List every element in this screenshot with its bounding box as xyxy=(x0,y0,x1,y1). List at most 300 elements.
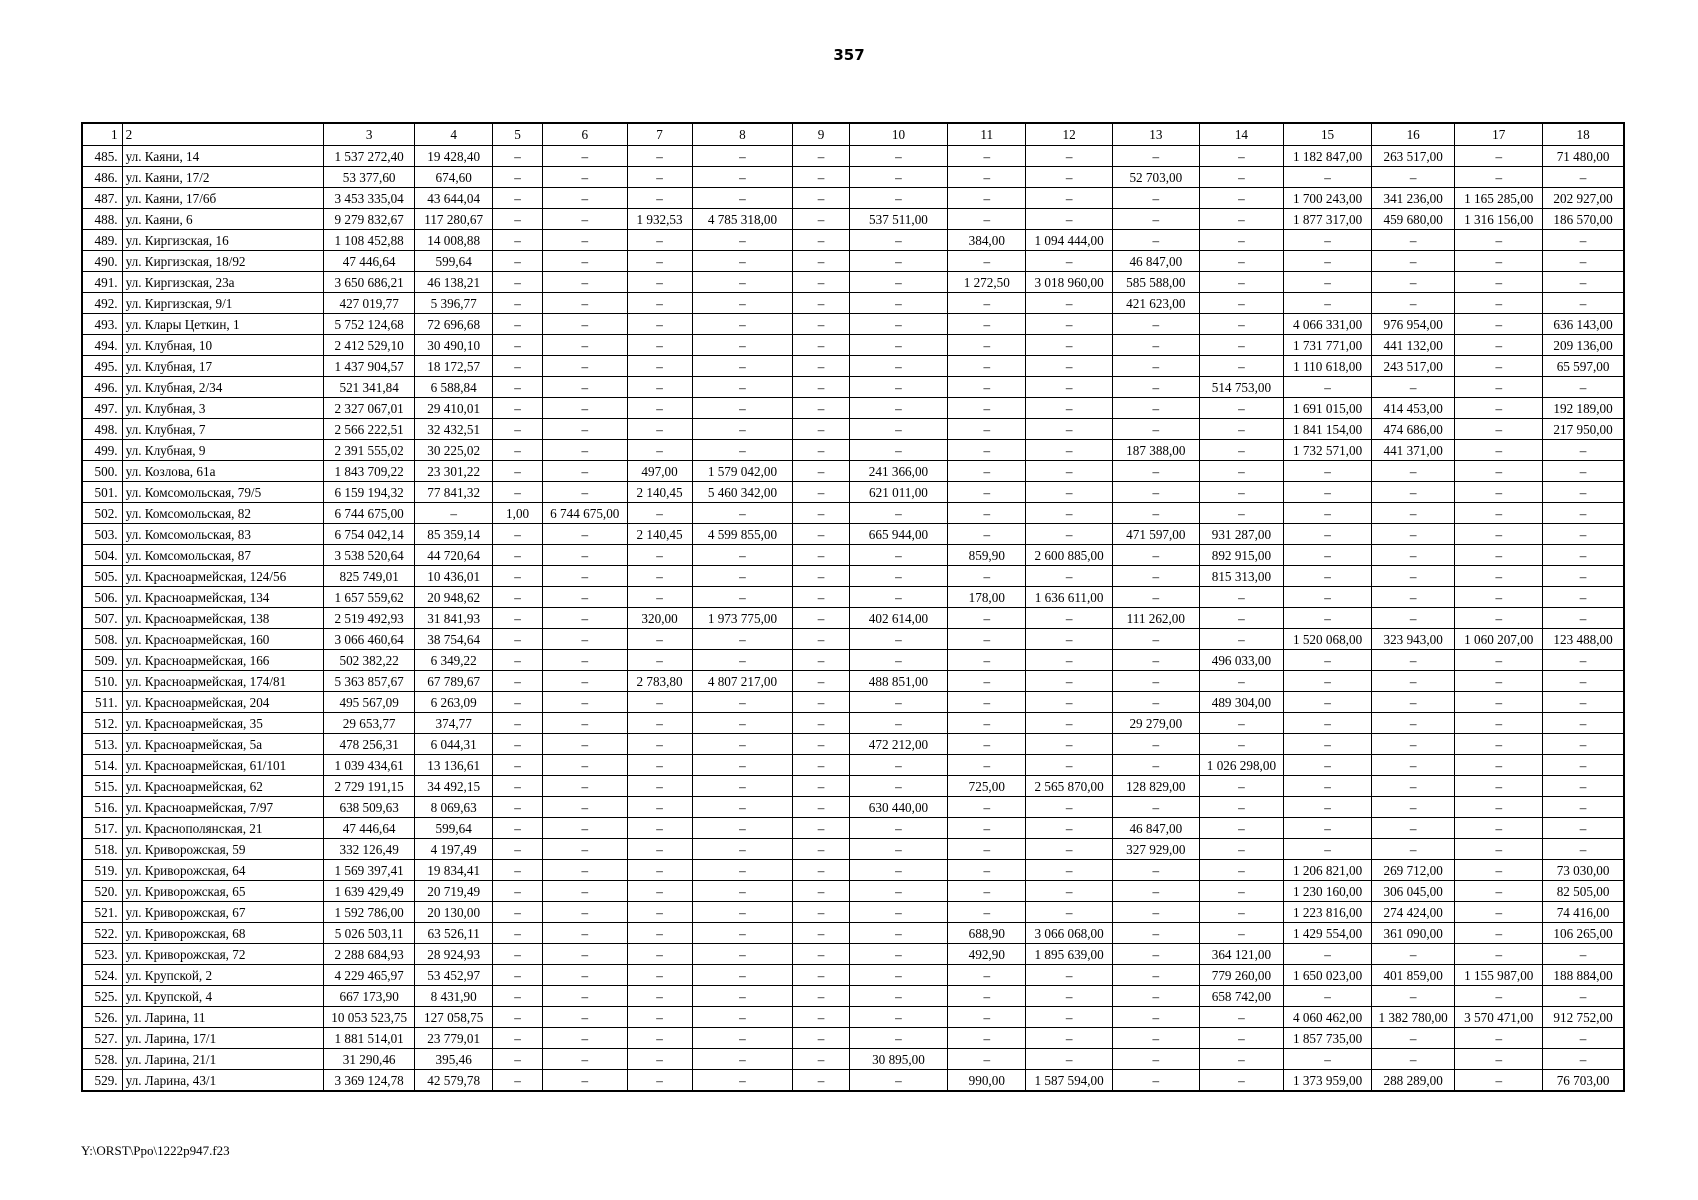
cell-col-4: 10 436,01 xyxy=(415,566,493,587)
cell-col-10: – xyxy=(849,398,948,419)
cell-col-6: – xyxy=(543,566,628,587)
cell-col-12: – xyxy=(1026,482,1113,503)
cell-col-15: 1 857 735,00 xyxy=(1284,1028,1372,1049)
cell-col-16: 243 517,00 xyxy=(1371,356,1454,377)
cell-col-5: – xyxy=(493,335,543,356)
cell-col-14: – xyxy=(1199,923,1284,944)
cell-col-7: – xyxy=(627,1070,692,1092)
cell-col-17: – xyxy=(1455,398,1543,419)
cell-col-16: 441 132,00 xyxy=(1371,335,1454,356)
cell-col-6: – xyxy=(543,776,628,797)
cell-col-11: – xyxy=(948,335,1026,356)
cell-col-3: 2 519 492,93 xyxy=(324,608,415,629)
cell-col-7: – xyxy=(627,965,692,986)
cell-col-6: – xyxy=(543,860,628,881)
cell-col-16: – xyxy=(1371,755,1454,776)
cell-col-7: – xyxy=(627,566,692,587)
header-cell-11: 11 xyxy=(948,123,1026,146)
cell-col-7: – xyxy=(627,146,692,167)
cell-col-12: – xyxy=(1026,188,1113,209)
cell-col-11: – xyxy=(948,608,1026,629)
cell-col-17: – xyxy=(1455,419,1543,440)
cell-col-16: 459 680,00 xyxy=(1371,209,1454,230)
cell-col-9: – xyxy=(793,755,849,776)
cell-col-2: ул. Красноармейская, 160 xyxy=(122,629,324,650)
cell-col-12: – xyxy=(1026,314,1113,335)
cell-col-15: – xyxy=(1284,608,1372,629)
cell-col-17: 1 165 285,00 xyxy=(1455,188,1543,209)
cell-col-1: 520. xyxy=(82,881,122,902)
cell-col-17: – xyxy=(1455,734,1543,755)
cell-col-12: – xyxy=(1026,1007,1113,1028)
cell-col-16: – xyxy=(1371,650,1454,671)
cell-col-14: – xyxy=(1199,713,1284,734)
cell-col-18: – xyxy=(1543,755,1624,776)
cell-col-17: – xyxy=(1455,923,1543,944)
cell-col-9: – xyxy=(793,545,849,566)
cell-col-14: – xyxy=(1199,335,1284,356)
cell-col-1: 503. xyxy=(82,524,122,545)
cell-col-2: ул. Крупской, 4 xyxy=(122,986,324,1007)
cell-col-13: – xyxy=(1112,419,1199,440)
cell-col-7: – xyxy=(627,314,692,335)
cell-col-11: 688,90 xyxy=(948,923,1026,944)
cell-col-13: – xyxy=(1112,797,1199,818)
cell-col-10: – xyxy=(849,377,948,398)
cell-col-16: 361 090,00 xyxy=(1371,923,1454,944)
cell-col-6: – xyxy=(543,755,628,776)
cell-col-4: 8 069,63 xyxy=(415,797,493,818)
cell-col-16: – xyxy=(1371,797,1454,818)
cell-col-17: – xyxy=(1455,503,1543,524)
cell-col-5: – xyxy=(493,482,543,503)
cell-col-18: – xyxy=(1543,671,1624,692)
cell-col-8: 1 973 775,00 xyxy=(692,608,793,629)
cell-col-1: 500. xyxy=(82,461,122,482)
cell-col-13: – xyxy=(1112,1028,1199,1049)
cell-col-3: 4 229 465,97 xyxy=(324,965,415,986)
cell-col-2: ул. Красноармейская, 174/81 xyxy=(122,671,324,692)
cell-col-17: – xyxy=(1455,986,1543,1007)
cell-col-13: – xyxy=(1112,230,1199,251)
table-row xyxy=(82,335,1624,356)
cell-col-5: – xyxy=(493,1049,543,1070)
cell-col-18: – xyxy=(1543,839,1624,860)
cell-col-6: – xyxy=(543,881,628,902)
cell-col-18: – xyxy=(1543,440,1624,461)
cell-col-13: – xyxy=(1112,692,1199,713)
cell-col-6: – xyxy=(543,293,628,314)
cell-col-13: – xyxy=(1112,944,1199,965)
cell-col-1: 514. xyxy=(82,755,122,776)
table-row xyxy=(82,797,1624,818)
cell-col-15: – xyxy=(1284,293,1372,314)
cell-col-1: 495. xyxy=(82,356,122,377)
cell-col-1: 485. xyxy=(82,146,122,167)
cell-col-13: 46 847,00 xyxy=(1112,251,1199,272)
cell-col-11: 178,00 xyxy=(948,587,1026,608)
cell-col-17: – xyxy=(1455,692,1543,713)
cell-col-4: 53 452,97 xyxy=(415,965,493,986)
table-row xyxy=(82,986,1624,1007)
cell-col-3: 5 363 857,67 xyxy=(324,671,415,692)
cell-col-5: – xyxy=(493,545,543,566)
cell-col-17: – xyxy=(1455,314,1543,335)
cell-col-2: ул. Криворожская, 59 xyxy=(122,839,324,860)
cell-col-13: 421 623,00 xyxy=(1112,293,1199,314)
cell-col-4: 8 431,90 xyxy=(415,986,493,1007)
cell-col-3: 5 752 124,68 xyxy=(324,314,415,335)
cell-col-10: – xyxy=(849,293,948,314)
cell-col-15: – xyxy=(1284,230,1372,251)
cell-col-12: – xyxy=(1026,398,1113,419)
cell-col-1: 499. xyxy=(82,440,122,461)
cell-col-15: 1 650 023,00 xyxy=(1284,965,1372,986)
table-row xyxy=(82,188,1624,209)
cell-col-5: – xyxy=(493,944,543,965)
cell-col-4: – xyxy=(415,503,493,524)
cell-col-6: – xyxy=(543,587,628,608)
cell-col-17: – xyxy=(1455,146,1543,167)
cell-col-4: 6 588,84 xyxy=(415,377,493,398)
cell-col-10: – xyxy=(849,818,948,839)
cell-col-1: 511. xyxy=(82,692,122,713)
cell-col-13: – xyxy=(1112,545,1199,566)
cell-col-7: – xyxy=(627,734,692,755)
cell-col-16: – xyxy=(1371,671,1454,692)
cell-col-14: – xyxy=(1199,230,1284,251)
cell-col-13: 327 929,00 xyxy=(1112,839,1199,860)
cell-col-9: – xyxy=(793,797,849,818)
cell-col-10: – xyxy=(849,839,948,860)
cell-col-11: 492,90 xyxy=(948,944,1026,965)
cell-col-10: – xyxy=(849,188,948,209)
cell-col-8: – xyxy=(692,377,793,398)
cell-col-14: 496 033,00 xyxy=(1199,650,1284,671)
cell-col-11: – xyxy=(948,566,1026,587)
cell-col-5: – xyxy=(493,566,543,587)
cell-col-15: – xyxy=(1284,839,1372,860)
cell-col-2: ул. Киргизская, 16 xyxy=(122,230,324,251)
cell-col-15: 1 691 015,00 xyxy=(1284,398,1372,419)
cell-col-14: – xyxy=(1199,1049,1284,1070)
cell-col-13: – xyxy=(1112,860,1199,881)
cell-col-6: – xyxy=(543,356,628,377)
cell-col-14: – xyxy=(1199,629,1284,650)
cell-col-4: 38 754,64 xyxy=(415,629,493,650)
cell-col-5: – xyxy=(493,881,543,902)
cell-col-2: ул. Красноармейская, 7/97 xyxy=(122,797,324,818)
cell-col-12: – xyxy=(1026,335,1113,356)
cell-col-3: 427 019,77 xyxy=(324,293,415,314)
table-row xyxy=(82,818,1624,839)
cell-col-9: – xyxy=(793,1049,849,1070)
cell-col-2: ул. Криворожская, 72 xyxy=(122,944,324,965)
cell-col-11: – xyxy=(948,251,1026,272)
cell-col-10: – xyxy=(849,167,948,188)
cell-col-7: – xyxy=(627,503,692,524)
cell-col-2: ул. Комсомольская, 87 xyxy=(122,545,324,566)
cell-col-17: – xyxy=(1455,440,1543,461)
table-row xyxy=(82,944,1624,965)
cell-col-12: 2 565 870,00 xyxy=(1026,776,1113,797)
cell-col-6: – xyxy=(543,419,628,440)
cell-col-11: – xyxy=(948,209,1026,230)
cell-col-11: – xyxy=(948,377,1026,398)
cell-col-15: – xyxy=(1284,818,1372,839)
cell-col-11: – xyxy=(948,734,1026,755)
cell-col-11: – xyxy=(948,629,1026,650)
cell-col-1: 524. xyxy=(82,965,122,986)
cell-col-17: 1 060 207,00 xyxy=(1455,629,1543,650)
cell-col-12: – xyxy=(1026,839,1113,860)
cell-col-18: – xyxy=(1543,503,1624,524)
table-row xyxy=(82,650,1624,671)
cell-col-10: 630 440,00 xyxy=(849,797,948,818)
cell-col-4: 5 396,77 xyxy=(415,293,493,314)
table-row xyxy=(82,692,1624,713)
cell-col-5: – xyxy=(493,608,543,629)
cell-col-4: 18 172,57 xyxy=(415,356,493,377)
cell-col-4: 30 490,10 xyxy=(415,335,493,356)
cell-col-3: 825 749,01 xyxy=(324,566,415,587)
cell-col-17: – xyxy=(1455,335,1543,356)
cell-col-13: – xyxy=(1112,1049,1199,1070)
cell-col-7: – xyxy=(627,419,692,440)
table-row xyxy=(82,272,1624,293)
cell-col-17: – xyxy=(1455,713,1543,734)
cell-col-5: – xyxy=(493,755,543,776)
cell-col-9: – xyxy=(793,818,849,839)
cell-col-8: – xyxy=(692,335,793,356)
table-row xyxy=(82,755,1624,776)
cell-col-4: 85 359,14 xyxy=(415,524,493,545)
cell-col-8: – xyxy=(692,902,793,923)
cell-col-2: ул. Криворожская, 67 xyxy=(122,902,324,923)
cell-col-8: – xyxy=(692,881,793,902)
cell-col-11: 1 272,50 xyxy=(948,272,1026,293)
cell-col-10: – xyxy=(849,713,948,734)
cell-col-15: 1 230 160,00 xyxy=(1284,881,1372,902)
cell-col-12: 2 600 885,00 xyxy=(1026,545,1113,566)
cell-col-12: – xyxy=(1026,461,1113,482)
table-row xyxy=(82,671,1624,692)
cell-col-1: 526. xyxy=(82,1007,122,1028)
cell-col-15: 4 066 331,00 xyxy=(1284,314,1372,335)
cell-col-2: ул. Киргизская, 18/92 xyxy=(122,251,324,272)
cell-col-6: – xyxy=(543,650,628,671)
cell-col-7: – xyxy=(627,839,692,860)
cell-col-3: 2 729 191,15 xyxy=(324,776,415,797)
cell-col-5: – xyxy=(493,461,543,482)
cell-col-12: – xyxy=(1026,797,1113,818)
cell-col-6: – xyxy=(543,251,628,272)
header-row xyxy=(82,123,1624,146)
cell-col-12: 3 066 068,00 xyxy=(1026,923,1113,944)
cell-col-12: – xyxy=(1026,293,1113,314)
cell-col-4: 67 789,67 xyxy=(415,671,493,692)
cell-col-17: – xyxy=(1455,650,1543,671)
cell-col-1: 522. xyxy=(82,923,122,944)
cell-col-1: 491. xyxy=(82,272,122,293)
cell-col-18: – xyxy=(1543,944,1624,965)
cell-col-6: – xyxy=(543,986,628,1007)
cell-col-4: 374,77 xyxy=(415,713,493,734)
cell-col-9: – xyxy=(793,839,849,860)
cell-col-2: ул. Клары Цеткин, 1 xyxy=(122,314,324,335)
table-row xyxy=(82,524,1624,545)
cell-col-11: 859,90 xyxy=(948,545,1026,566)
cell-col-7: – xyxy=(627,860,692,881)
cell-col-17: – xyxy=(1455,671,1543,692)
cell-col-9: – xyxy=(793,881,849,902)
table-row xyxy=(82,881,1624,902)
cell-col-8: – xyxy=(692,230,793,251)
cell-col-14: – xyxy=(1199,188,1284,209)
cell-col-17: – xyxy=(1455,272,1543,293)
cell-col-17: – xyxy=(1455,944,1543,965)
cell-col-9: – xyxy=(793,335,849,356)
cell-col-7: – xyxy=(627,356,692,377)
cell-col-13: – xyxy=(1112,356,1199,377)
cell-col-2: ул. Криворожская, 65 xyxy=(122,881,324,902)
cell-col-7: 320,00 xyxy=(627,608,692,629)
cell-col-10: – xyxy=(849,1028,948,1049)
cell-col-13: – xyxy=(1112,461,1199,482)
cell-col-5: – xyxy=(493,524,543,545)
cell-col-16: – xyxy=(1371,566,1454,587)
cell-col-10: – xyxy=(849,881,948,902)
cell-col-9: – xyxy=(793,440,849,461)
cell-col-7: – xyxy=(627,167,692,188)
cell-col-7: – xyxy=(627,1049,692,1070)
cell-col-7: – xyxy=(627,293,692,314)
cell-col-12: – xyxy=(1026,1049,1113,1070)
cell-col-7: – xyxy=(627,692,692,713)
cell-col-14: – xyxy=(1199,860,1284,881)
cell-col-3: 1 108 452,88 xyxy=(324,230,415,251)
cell-col-13: – xyxy=(1112,734,1199,755)
cell-col-5: – xyxy=(493,629,543,650)
header-cell-18: 18 xyxy=(1543,123,1624,146)
header-cell-12: 12 xyxy=(1026,123,1113,146)
cell-col-16: – xyxy=(1371,1028,1454,1049)
cell-col-8: – xyxy=(692,293,793,314)
cell-col-2: ул. Красноармейская, 134 xyxy=(122,587,324,608)
cell-col-13: – xyxy=(1112,629,1199,650)
cell-col-7: – xyxy=(627,797,692,818)
cell-col-15: 1 373 959,00 xyxy=(1284,1070,1372,1092)
cell-col-13: 111 262,00 xyxy=(1112,608,1199,629)
cell-col-12: – xyxy=(1026,608,1113,629)
cell-col-3: 2 327 067,01 xyxy=(324,398,415,419)
cell-col-6: – xyxy=(543,944,628,965)
cell-col-14: – xyxy=(1199,608,1284,629)
cell-col-9: – xyxy=(793,1070,849,1092)
cell-col-1: 490. xyxy=(82,251,122,272)
cell-col-3: 29 653,77 xyxy=(324,713,415,734)
cell-col-13: 29 279,00 xyxy=(1112,713,1199,734)
cell-col-18: 188 884,00 xyxy=(1543,965,1624,986)
table-row xyxy=(82,167,1624,188)
cell-col-8: – xyxy=(692,419,793,440)
cell-col-6: – xyxy=(543,461,628,482)
cell-col-2: ул. Каяни, 6 xyxy=(122,209,324,230)
cell-col-12: – xyxy=(1026,713,1113,734)
cell-col-1: 527. xyxy=(82,1028,122,1049)
header-cell-7: 7 xyxy=(627,123,692,146)
cell-col-12: – xyxy=(1026,1028,1113,1049)
cell-col-18: – xyxy=(1543,167,1624,188)
cell-col-13: 187 388,00 xyxy=(1112,440,1199,461)
cell-col-18: 209 136,00 xyxy=(1543,335,1624,356)
cell-col-18: – xyxy=(1543,776,1624,797)
cell-col-16: – xyxy=(1371,608,1454,629)
cell-col-13: – xyxy=(1112,335,1199,356)
cell-col-12: – xyxy=(1026,818,1113,839)
cell-col-8: – xyxy=(692,167,793,188)
cell-col-7: – xyxy=(627,587,692,608)
table-row xyxy=(82,419,1624,440)
table-row xyxy=(82,440,1624,461)
cell-col-14: – xyxy=(1199,734,1284,755)
cell-col-14: – xyxy=(1199,461,1284,482)
cell-col-17: 3 570 471,00 xyxy=(1455,1007,1543,1028)
cell-col-18: – xyxy=(1543,713,1624,734)
cell-col-1: 529. xyxy=(82,1070,122,1092)
cell-col-1: 494. xyxy=(82,335,122,356)
cell-col-11: – xyxy=(948,839,1026,860)
cell-col-10: – xyxy=(849,692,948,713)
cell-col-7: 2 140,45 xyxy=(627,524,692,545)
cell-col-1: 505. xyxy=(82,566,122,587)
cell-col-10: 665 944,00 xyxy=(849,524,948,545)
cell-col-17: – xyxy=(1455,608,1543,629)
cell-col-10: – xyxy=(849,251,948,272)
cell-col-2: ул. Киргизская, 9/1 xyxy=(122,293,324,314)
cell-col-17: – xyxy=(1455,776,1543,797)
cell-col-9: – xyxy=(793,692,849,713)
cell-col-14: – xyxy=(1199,272,1284,293)
cell-col-10: – xyxy=(849,1070,948,1092)
cell-col-8: – xyxy=(692,965,793,986)
cell-col-4: 28 924,93 xyxy=(415,944,493,965)
cell-col-5: – xyxy=(493,251,543,272)
cell-col-1: 513. xyxy=(82,734,122,755)
cell-col-16: – xyxy=(1371,818,1454,839)
cell-col-2: ул. Красноармейская, 62 xyxy=(122,776,324,797)
cell-col-13: – xyxy=(1112,146,1199,167)
cell-col-3: 9 279 832,67 xyxy=(324,209,415,230)
cell-col-5: – xyxy=(493,986,543,1007)
cell-col-10: – xyxy=(849,503,948,524)
cell-col-7: – xyxy=(627,188,692,209)
cell-col-16: 306 045,00 xyxy=(1371,881,1454,902)
cell-col-14: – xyxy=(1199,419,1284,440)
cell-col-18: – xyxy=(1543,377,1624,398)
cell-col-16: – xyxy=(1371,545,1454,566)
cell-col-12: 1 636 611,00 xyxy=(1026,587,1113,608)
cell-col-1: 502. xyxy=(82,503,122,524)
cell-col-5: – xyxy=(493,902,543,923)
cell-col-18: 82 505,00 xyxy=(1543,881,1624,902)
cell-col-13: – xyxy=(1112,923,1199,944)
cell-col-1: 515. xyxy=(82,776,122,797)
cell-col-14: 815 313,00 xyxy=(1199,566,1284,587)
cell-col-9: – xyxy=(793,587,849,608)
cell-col-8: – xyxy=(692,713,793,734)
cell-col-8: 4 785 318,00 xyxy=(692,209,793,230)
